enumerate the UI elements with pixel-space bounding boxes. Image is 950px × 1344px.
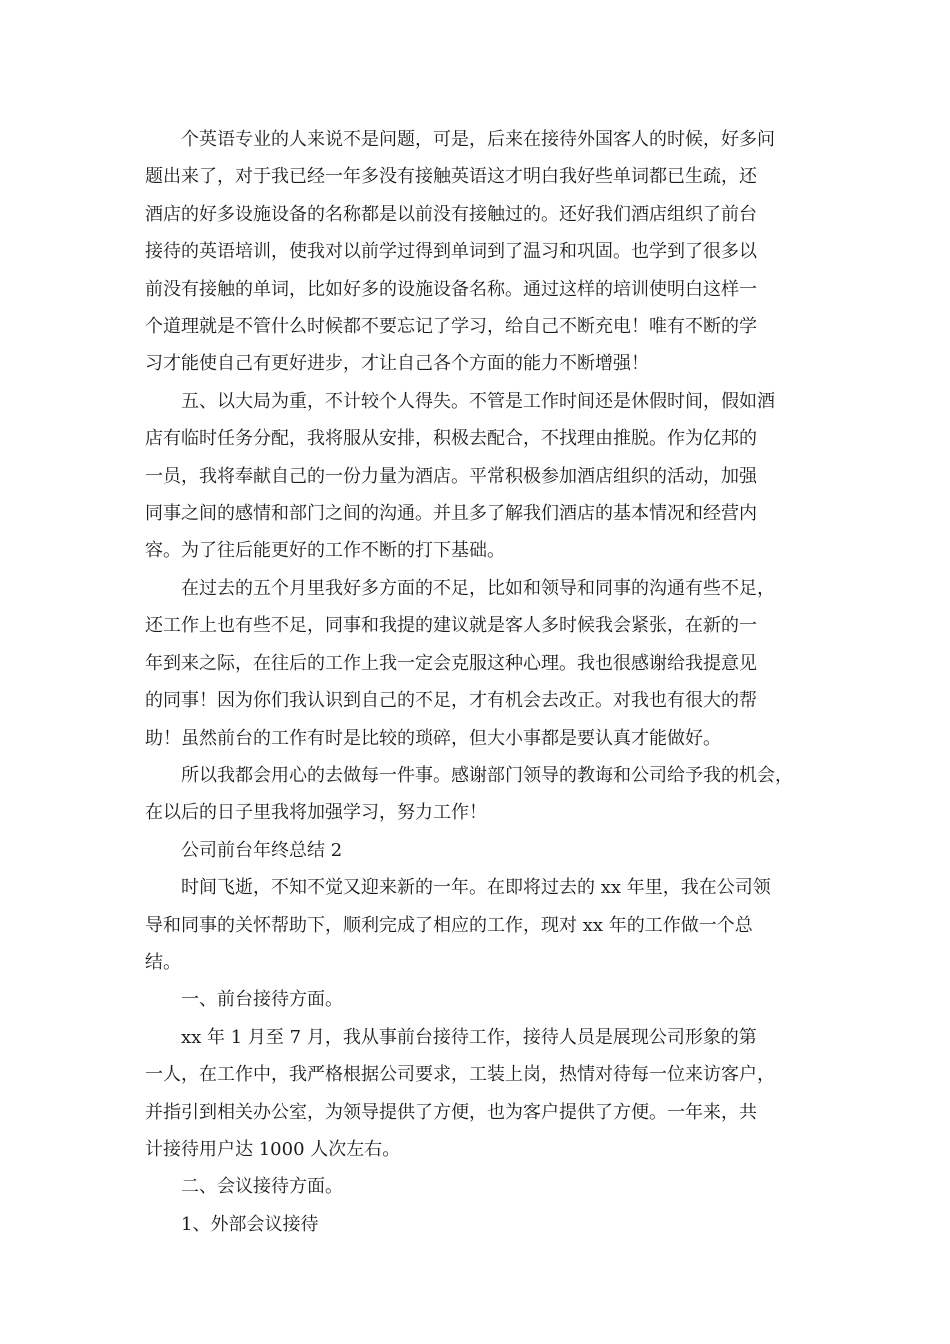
subheading-external-meeting	[145, 1206, 810, 1243]
paragraph-reception	[145, 1019, 810, 1169]
text-line: 在过去的五个月里我好多方面的不足，比如和领导和同事的沟通有些不足，	[145, 577, 775, 599]
subheading-reception	[145, 981, 810, 1018]
text-line: 前没有接触的单词，比如好多的设施设备名称。通过这样的培训使明白这样一	[145, 278, 757, 300]
text-line: 同事之间的感情和部门之间的沟通。并且多了解我们酒店的基本情况和经营内	[145, 503, 757, 525]
paragraph-closing	[145, 757, 810, 832]
text-line: 容。为了往后能更好的工作不断的打下基础。	[145, 540, 505, 562]
paragraph-english-training	[145, 121, 810, 383]
text-line: 结。	[145, 951, 181, 973]
text-line: 时间飞逝，不知不觉又迎来新的一年。在即将过去的 xx 年里，我在公司领	[145, 877, 771, 899]
text-line: xx 年 1 月至 7 月，我从事前台接待工作，接待人员是展现公司形象的第	[145, 1026, 757, 1048]
text-line: 个道理就是不管什么时候都不要忘记了学习，给自己不断充电！唯有不断的学	[145, 316, 757, 338]
text-line: 所以我都会用心的去做每一件事。感谢部门领导的教诲和公司给予我的机会，	[145, 764, 793, 786]
text-line: 题出来了，对于我已经一年多没有接触英语这才明白我好些单词都已生疏，还	[145, 166, 757, 188]
text-line: 五、以大局为重，不计较个人得失。不管是工作时间还是休假时间，假如酒	[145, 390, 775, 412]
text-line: 个英语专业的人来说不是问题，可是，后来在接待外国客人的时候，好多问	[145, 129, 775, 150]
text-line: 导和同事的关怀帮助下，顺利完成了相应的工作，现对 xx 年的工作做一个总	[145, 914, 753, 936]
heading-line: 1、外部会议接待	[145, 1213, 319, 1235]
heading-line: 二、会议接待方面。	[145, 1176, 343, 1198]
subheading-meeting	[145, 1168, 810, 1205]
text-line: 一人，在工作中，我严格根据公司要求，工装上岗，热情对待每一位来访客户，	[145, 1064, 775, 1086]
text-line: 酒店的好多设施设备的名称都是以前没有接触过的。还好我们酒店组织了前台	[145, 203, 757, 225]
text-line: 在以后的日子里我将加强学习，努力工作！	[145, 802, 487, 824]
paragraph-section-five	[145, 383, 810, 570]
section-heading-summary-2	[145, 832, 810, 869]
text-line: 的同事！因为你们我认识到自己的不足，才有机会去改正。对我也有很大的帮	[145, 690, 757, 712]
text-line: 年到来之际，在往后的工作上我一定会克服这种心理。我也很感谢给我提意见	[145, 652, 757, 674]
heading-line: 一、前台接待方面。	[145, 989, 343, 1011]
text-line: 并指引到相关办公室，为领导提供了方便，也为客户提供了方便。一年来，共	[145, 1101, 757, 1123]
heading-line: 公司前台年终总结 2	[145, 839, 343, 861]
text-line: 还工作上也有些不足，同事和我提的建议就是客人多时候我会紧张，在新的一	[145, 615, 757, 637]
text-line: 计接待用户达 1000 人次左右。	[145, 1138, 401, 1160]
paragraph-shortcomings	[145, 570, 810, 757]
paragraph-intro	[145, 869, 810, 981]
text-line: 接待的英语培训，使我对以前学过得到单词到了温习和巩固。也学到了很多以	[145, 241, 757, 263]
text-line: 店有临时任务分配，我将服从安排，积极去配合，不找理由推脱。作为亿邦的	[145, 428, 757, 450]
text-line: 习才能使自己有更好进步，才让自己各个方面的能力不断增强！	[145, 353, 649, 375]
document-body	[145, 121, 810, 1243]
text-line: 一员，我将奉献自己的一份力量为酒店。平常积极参加酒店组织的活动，加强	[145, 465, 757, 487]
text-line: 助！虽然前台的工作有时是比较的琐碎，但大小事都是要认真才能做好。	[145, 727, 721, 749]
